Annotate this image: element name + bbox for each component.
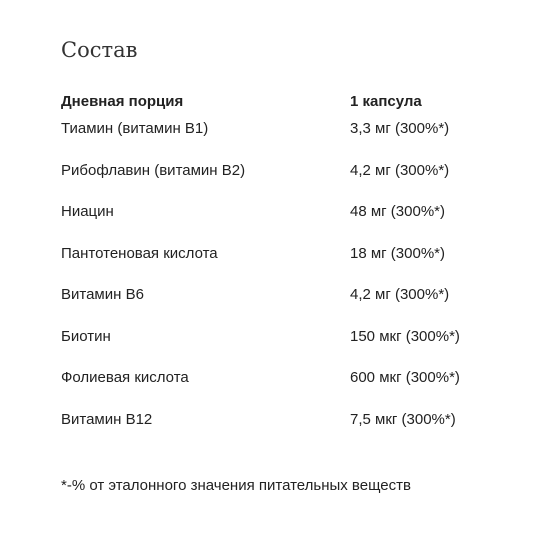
- nutrient-amount: 48 мг (300%*): [350, 203, 445, 220]
- table-row: [61, 119, 481, 161]
- nutrient-amount: 3,3 мг (300%*): [350, 120, 450, 137]
- nutrient-name: Фолиевая кислота: [61, 369, 189, 386]
- nutrient-amount: 600 мкг (300%*): [350, 369, 460, 386]
- nutrient-name: Рибофлавин (витамин B2): [61, 161, 246, 179]
- table-row: [61, 368, 481, 410]
- composition-table: [61, 92, 481, 451]
- footnote: *-% от эталонного значения питательных веществ: [61, 477, 411, 494]
- nutrient-name: Биотин: [61, 327, 111, 345]
- table-row: [61, 410, 481, 452]
- nutrient-amount: 18 мг (300%*): [350, 244, 445, 262]
- nutrient-name: Витамин B6: [61, 286, 144, 303]
- table-header-row: [61, 92, 481, 119]
- page-title: Состав: [61, 38, 138, 62]
- table-row: [61, 285, 481, 327]
- nutrient-name: Ниацин: [61, 203, 114, 220]
- column-header-amount: 1 капсула: [350, 93, 422, 110]
- nutrient-amount: 4,2 мг (300%*): [350, 286, 450, 303]
- nutrient-amount: 4,2 мг (300%*): [350, 161, 450, 179]
- nutrient-amount: 7,5 мкг (300%*): [350, 410, 456, 428]
- nutrient-name: Пантотеновая кислота: [61, 244, 218, 262]
- table-row: [61, 161, 481, 203]
- nutrient-amount: 150 мкг (300%*): [350, 327, 460, 345]
- column-header-serving: Дневная порция: [61, 93, 184, 110]
- table-row: [61, 327, 481, 369]
- table-row: [61, 202, 481, 244]
- nutrient-name: Тиамин (витамин B1): [61, 120, 209, 137]
- table-row: [61, 244, 481, 286]
- nutrient-name: Витамин B12: [61, 410, 153, 428]
